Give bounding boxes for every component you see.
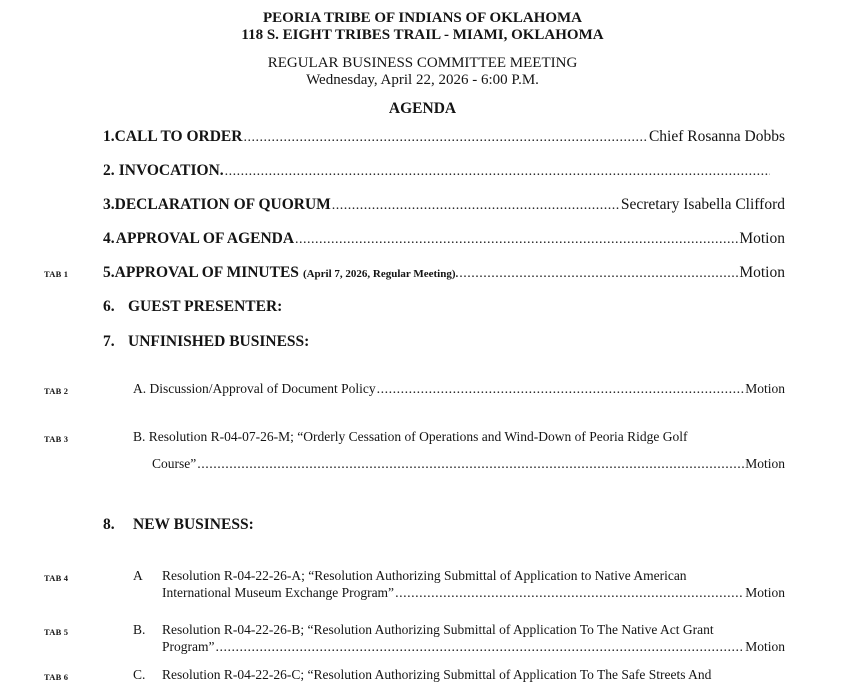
dot-leader bbox=[332, 198, 620, 214]
agenda-item-quorum bbox=[103, 196, 785, 214]
item-number: 2. bbox=[103, 162, 115, 179]
item-note: (April 7, 2026, Regular Meeting). bbox=[302, 268, 459, 280]
sub-item-text-line2: International Museum Exchange Program” bbox=[162, 585, 395, 600]
item-number: 3. bbox=[103, 196, 115, 213]
agenda-item-invocation bbox=[103, 162, 771, 180]
sub-item-text-line1: B. Resolution R-04-07-26-M; “Orderly Cessation of Operations and Wind-Down of Peoria Ridge Golf bbox=[133, 429, 688, 444]
dot-leader bbox=[225, 164, 770, 180]
item-number: 5. bbox=[103, 264, 115, 281]
sub-item-letter: B. bbox=[133, 622, 146, 637]
item-label: NEW BUSINESS: bbox=[133, 516, 254, 533]
item-label: DECLARATION OF QUORUM bbox=[114, 196, 331, 213]
dot-leader bbox=[197, 457, 744, 473]
sub-item-text-line1: Resolution R-04-22-26-A; “Resolution Authorizing Submittal of Application to Native American bbox=[162, 568, 687, 583]
dot-leader bbox=[377, 382, 745, 398]
tab-marker: TAB 1 bbox=[44, 269, 69, 279]
new-business-item-a bbox=[162, 585, 785, 602]
item-number: 4. bbox=[103, 230, 115, 247]
sub-item-text-line2: Course” bbox=[152, 456, 197, 471]
dot-leader bbox=[295, 232, 738, 248]
agenda-title: AGENDA bbox=[388, 100, 457, 117]
sub-item-action: Motion bbox=[745, 456, 785, 471]
meeting-date: Wednesday, April 22, 2026 - 6:00 P.M. bbox=[306, 72, 539, 88]
dot-leader bbox=[243, 130, 648, 146]
unfinished-item-a bbox=[133, 381, 785, 398]
item-presenter: Secretary Isabella Clifford bbox=[620, 196, 785, 213]
agenda-item-unfinished-business bbox=[103, 333, 309, 351]
org-address: 118 S. EIGHT TRIBES TRAIL - MIAMI, OKLAHOMA bbox=[241, 27, 604, 43]
sub-item-action: Motion bbox=[745, 585, 785, 600]
item-action: Motion bbox=[739, 230, 785, 247]
sub-item-action: Motion bbox=[745, 639, 785, 654]
item-number: 6. bbox=[103, 298, 115, 315]
tab-marker: TAB 5 bbox=[44, 627, 69, 637]
item-label: APPROVAL OF MINUTES bbox=[114, 264, 299, 281]
agenda-item-approval-minutes bbox=[103, 264, 785, 282]
agenda-item-call-to-order bbox=[103, 128, 785, 146]
tab-marker: TAB 4 bbox=[44, 573, 69, 583]
item-label: GUEST PRESENTER: bbox=[128, 298, 283, 315]
item-label: CALL TO ORDER bbox=[114, 128, 243, 145]
agenda-item-approval-agenda bbox=[103, 230, 785, 248]
item-label: APPROVAL OF AGENDA bbox=[115, 230, 295, 247]
tab-marker: TAB 6 bbox=[44, 672, 69, 682]
new-business-item-b bbox=[162, 639, 785, 656]
meeting-type: REGULAR BUSINESS COMMITTEE MEETING bbox=[267, 55, 578, 71]
unfinished-item-b bbox=[152, 456, 785, 473]
dot-leader bbox=[215, 640, 744, 656]
item-label: UNFINISHED BUSINESS: bbox=[128, 333, 310, 350]
dot-leader bbox=[459, 266, 738, 282]
sub-item-text: A. Discussion/Approval of Document Policy bbox=[133, 381, 376, 396]
sub-item-action: Motion bbox=[745, 381, 785, 396]
item-presenter: Chief Rosanna Dobbs bbox=[648, 128, 785, 145]
item-number: 7. bbox=[103, 333, 115, 350]
sub-item-letter: C. bbox=[133, 667, 146, 682]
agenda-item-guest-presenter bbox=[103, 298, 282, 316]
item-number: 8. bbox=[103, 516, 115, 533]
sub-item-text-line2: Program” bbox=[162, 639, 215, 654]
org-name: PEORIA TRIBE OF INDIANS OF OKLAHOMA bbox=[262, 10, 583, 26]
agenda-item-new-business bbox=[103, 516, 254, 534]
sub-item-text-line1: Resolution R-04-22-26-C; “Resolution Authorizing Submittal of Application To The Safe Streets And bbox=[162, 667, 712, 682]
tab-marker: TAB 2 bbox=[44, 386, 69, 396]
item-number: 1. bbox=[103, 128, 115, 145]
item-label: INVOCATION. bbox=[118, 162, 224, 179]
sub-item-text-line1: Resolution R-04-22-26-B; “Resolution Authorizing Submittal of Application To The Native Act Grant bbox=[162, 622, 714, 637]
dot-leader bbox=[395, 586, 744, 602]
sub-item-letter: A bbox=[133, 568, 143, 583]
item-action: Motion bbox=[739, 264, 785, 281]
tab-marker: TAB 3 bbox=[44, 434, 69, 444]
